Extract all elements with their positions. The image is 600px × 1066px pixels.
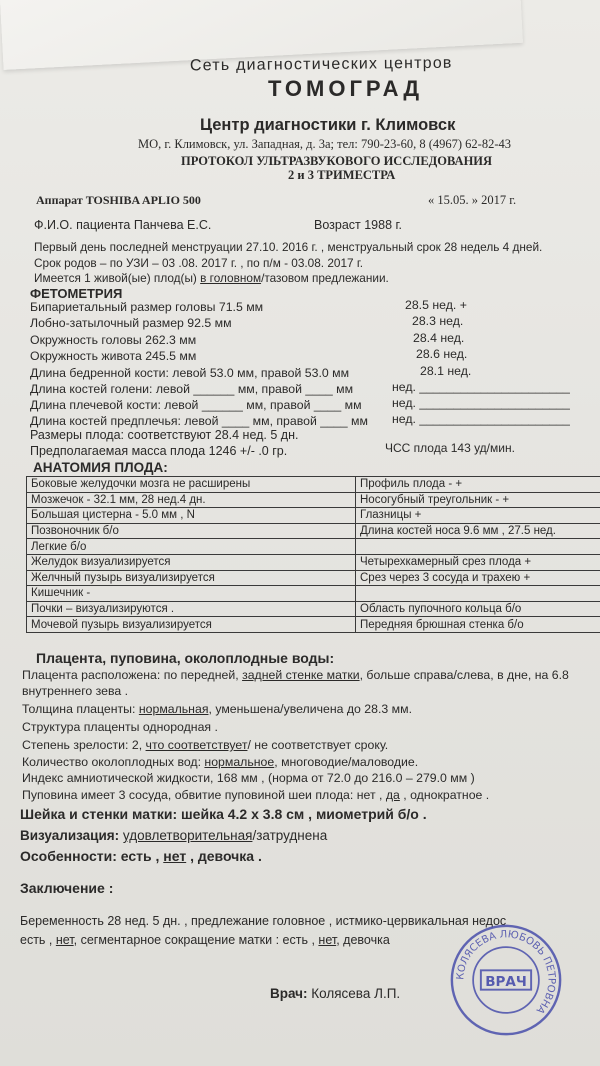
- anatomy-left-cell: Желчный пузырь визуализируется: [27, 570, 356, 586]
- conclusion-title: Заключение :: [20, 880, 114, 896]
- fetometry-label: Длина костей предплечья: левой ____ мм, правой ____ мм: [30, 414, 368, 428]
- conclusion-line-1: Беременность 28 нед. 5 дн. , предлежание головное , истмико-цервикальная недос: [20, 914, 507, 928]
- fetometry-label: Лобно-затылочный размер 92.5 мм: [30, 316, 232, 330]
- placenta-title: Плацента, пуповина, околоплодные воды:: [36, 650, 335, 666]
- placenta-structure: Структура плаценты однородная .: [22, 720, 218, 734]
- exam-date: « 15.05. » 2017 г.: [428, 193, 517, 207]
- anatomy-right-cell: Глазницы +: [356, 508, 600, 524]
- fetometry-weeks: 28.6 нед.: [416, 347, 468, 361]
- anatomy-row: [27, 508, 600, 524]
- anatomy-right-cell: Четырехкамерный срез плода +: [356, 554, 600, 570]
- fetal-heart-rate: ЧСС плода 143 уд/мин.: [385, 441, 515, 455]
- features-line: Особенности: есть , нет , девочка .: [20, 848, 262, 864]
- fetometry-label: Длина бедренной кости: левой 53.0 мм, правой 53.0 мм: [30, 366, 350, 380]
- conclusion-line-2: есть , нет, сегментарное сокращение матки : есть , нет, девочка: [20, 933, 390, 947]
- anatomy-table: [26, 476, 600, 633]
- fetometry-weeks: нед. ______________________: [392, 412, 570, 426]
- anatomy-row: [27, 601, 600, 617]
- anatomy-row: [27, 523, 600, 539]
- anatomy-left-cell: Легкие б/о: [27, 539, 356, 555]
- amniotic-index: Индекс амниотической жидкости, 168 мм , (норма от 72.0 до 216.0 – 279.0 мм ): [22, 771, 475, 785]
- lmp-line: Первый день последней менструации 27.10. 2016 г. , менструальный срок 28 недель 4 дней.: [34, 240, 543, 254]
- protocol-title: ПРОТОКОЛ УЛЬТРАЗВУКОВОГО ИССЛЕДОВАНИЯ: [181, 154, 493, 168]
- anatomy-left-cell: Позвоночник б/о: [27, 523, 356, 539]
- fetometry-label: Бипариетальный размер головы 71.5 мм: [30, 300, 264, 314]
- anatomy-row: [27, 554, 600, 570]
- anatomy-right-cell: Срез через 3 сосуда и трахею +: [356, 570, 600, 586]
- anatomy-row: [27, 570, 600, 586]
- fetometry-title: ФЕТОМЕТРИЯ: [30, 286, 123, 301]
- fetometry-label: Длина костей голени: левой ______ мм, правой ____ мм: [30, 382, 354, 396]
- brand-name: ТОМОГРАД: [268, 76, 424, 101]
- network-name: Сеть диагностических центров: [189, 54, 453, 75]
- svg-text:ВРАЧ: ВРАЧ: [485, 973, 527, 990]
- fetometry-weeks: 28.1 нед.: [420, 364, 472, 378]
- placenta-thickness: Толщина плаценты: нормальная, уменьшена/увеличена до 28.3 мм.: [22, 702, 412, 716]
- cervix-line: Шейка и стенки матки: шейка 4.2 х 3.8 см , миометрий б/о .: [20, 806, 427, 822]
- anatomy-right-cell: [356, 586, 600, 602]
- device-line: Аппарат TOSHIBA APLIO 500: [36, 193, 201, 207]
- anatomy-left-cell: Боковые желудочки мозга не расширены: [27, 477, 356, 493]
- placenta-location: Плацента расположена: по передней, задней стенке матки, больше справа/слева, в дне, на 6.8: [22, 668, 569, 682]
- fetometry-weeks: 28.5 нед. +: [405, 298, 467, 312]
- anatomy-right-cell: Профиль плода - +: [356, 477, 600, 493]
- fetal-weight-line: Предполагаемая масса плода 1246 +/- .0 гр.: [30, 444, 288, 458]
- anatomy-left-cell: Почки – визуализируются .: [27, 601, 356, 617]
- due-date-line: Срок родов – по УЗИ – 03 .08. 2017 г. , по п/м - 03.08. 2017 г.: [34, 256, 364, 270]
- fetometry-weeks: нед. ______________________: [392, 396, 570, 410]
- visualization-line: Визуализация: удовлетворительная/затруднена: [20, 828, 328, 843]
- center-name: Центр диагностики г. Климовск: [200, 116, 456, 134]
- umbilical-cord: Пуповина имеет 3 сосуда, обвитие пуповиной шеи плода: нет , да , однократное .: [22, 788, 490, 802]
- amniotic-fluid: Количество околоплодных вод: нормальное, многоводие/маловодие.: [22, 755, 419, 769]
- placenta-location-cont: внутреннего зева .: [22, 684, 129, 698]
- patient-age: Возраст 1988 г.: [314, 218, 403, 232]
- center-address: МО, г. Климовск, ул. Западная, д. 3а; тел: 790-23-60, 8 (4967) 62-82-43: [138, 137, 511, 151]
- fetus-count-line: Имеется 1 живой(ые) плод(ы) в головном/тазовом предлежании.: [34, 271, 389, 285]
- doctor-line: Врач: Колясева Л.П.: [270, 986, 401, 1001]
- anatomy-left-cell: Большая цистерна - 5.0 мм , N: [27, 508, 356, 524]
- anatomy-left-cell: Мочевой пузырь визуализируется: [27, 617, 356, 633]
- patient-name: Ф.И.О. пациента Панчева Е.С.: [34, 218, 212, 232]
- anatomy-right-cell: [356, 539, 600, 555]
- fetometry-weeks: нед. ______________________: [392, 380, 570, 394]
- fetometry-weeks: 28.3 нед.: [412, 314, 464, 328]
- anatomy-left-cell: Мозжечок - 32.1 мм, 28 нед.4 дн.: [27, 492, 356, 508]
- anatomy-title: АНАТОМИЯ ПЛОДА:: [33, 460, 168, 475]
- anatomy-row: [27, 492, 600, 508]
- anatomy-left-cell: Желудок визуализируется: [27, 554, 356, 570]
- anatomy-row: [27, 617, 600, 633]
- doctor-stamp: [448, 922, 564, 1038]
- fetometry-label: Длина плечевой кости: левой ______ мм, правой ____ мм: [30, 398, 362, 412]
- fetometry-label: Окружность живота 245.5 мм: [30, 349, 197, 363]
- anatomy-right-cell: Носогубный треугольник - +: [356, 492, 600, 508]
- placenta-maturity: Степень зрелости: 2, что соответствует/ не соответствует сроку.: [22, 738, 389, 752]
- fetometry-weeks: 28.4 нед.: [413, 331, 465, 345]
- protocol-trimester: 2 и 3 ТРИМЕСТРА: [288, 168, 396, 182]
- svg-text:КОЛЯСЕВА ЛЮБОВЬ ПЕТРОВНА: КОЛЯСЕВА ЛЮБОВЬ ПЕТРОВНА: [455, 929, 557, 1016]
- anatomy-row: [27, 539, 600, 555]
- anatomy-row: [27, 477, 600, 493]
- fetal-size-line: Размеры плода: соответствуют 28.4 нед. 5 дн.: [30, 428, 299, 442]
- anatomy-left-cell: Кишечник -: [27, 586, 356, 602]
- fetometry-label: Окружность головы 262.3 мм: [30, 333, 197, 347]
- anatomy-right-cell: Длина костей носа 9.6 мм , 27.5 нед.: [356, 523, 600, 539]
- anatomy-right-cell: Область пупочного кольца б/о: [356, 601, 600, 617]
- anatomy-right-cell: Передняя брюшная стенка б/о: [356, 617, 600, 633]
- anatomy-row: [27, 586, 600, 602]
